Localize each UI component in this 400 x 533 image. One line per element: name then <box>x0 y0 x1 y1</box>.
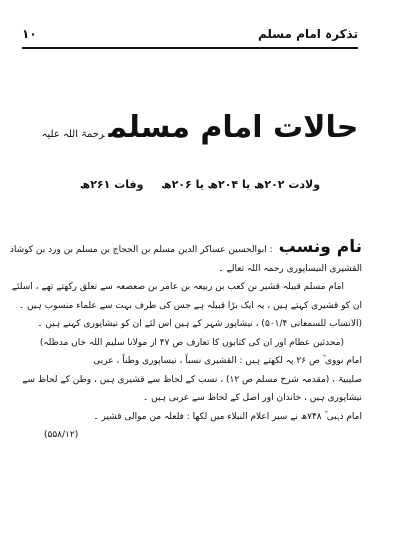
paragraph-line-text: : ابوالحسین عساکر الدین مسلم بن الحجاج بن مسلم بن ورد بن کوشاذ <box>9 245 273 255</box>
death-date: وفات ۲۶۱ھ <box>79 178 144 191</box>
paragraph-line: امام نووی ؒ ص ۲۶ پہ لکھتے ہیں : القشیری نسباً ، نیساپوری وطناً ، عربی <box>93 356 362 366</box>
paragraph-line: القشیری النیساپوری رحمہ اللہ تعالے ۔ <box>218 263 362 274</box>
running-header <box>22 24 358 46</box>
birth-death-dates <box>70 178 330 191</box>
paragraph-line: نیشاپوری ہیں ، خاندان اور اصل کے لحاظ سے عربی ہیں ۔ <box>143 393 362 403</box>
paragraph-line <box>9 237 362 260</box>
citation-line: (۵۵۸/۱۲) <box>44 430 79 440</box>
chapter-title <box>20 110 380 145</box>
running-header-title: تذکرہ امام مسلم <box>257 27 358 41</box>
paragraph-line: (الانساب للسمعانی ۵۰۱/۴) ، نیشاپور شہر کے ہیں اس لئے ان کو نیشاپوری کہتے ہیں ۔ <box>37 319 362 329</box>
paragraph-line: ان کو قشیری کہتے ہیں ، یہ ایک بڑا قبیلہ ہے جس کی طرف بہت سے علماء منسوب ہیں ۔ <box>18 300 362 311</box>
chapter-title-text: حالات امام مسلم <box>108 110 359 145</box>
paragraph-line: امام ذہبی ؒ ۷۴۸ھ نے سیر اعلام النبلاء میں لکھا : فلعلہ من موالی قشیر ۔ <box>93 411 362 422</box>
chapter-honorific: رحمۃ اللہ علیہ <box>41 129 105 140</box>
paragraph-line: صلیبیۃ ، (مقدمہ شرح مسلم ص ۱۲) ، نسب کے لحاظ سے قشیری ہیں ، وطن کے لحاظ سے <box>22 374 362 385</box>
paragraph-line: (محدثین عظام اور ان کی کتابوں کا تعارف ص ۴۷ از مولانا سلیم اللہ خاں مدظلہ) <box>39 337 344 348</box>
page-number: ۱۰ <box>22 27 37 41</box>
paragraph-line: امام مسلم قبیلہ قشیر بن کعب بن ربیعہ بن عامر بن صعصعہ سے تعلق رکھتے تھے ، اسلئے <box>11 282 344 292</box>
birth-date: ولادت ۲۰۲ھ یا ۲۰۴ھ یا ۲۰۶ھ <box>161 178 321 191</box>
header-rule <box>22 47 358 49</box>
body-text <box>9 237 362 445</box>
section-heading: نام ونسب <box>278 237 362 257</box>
